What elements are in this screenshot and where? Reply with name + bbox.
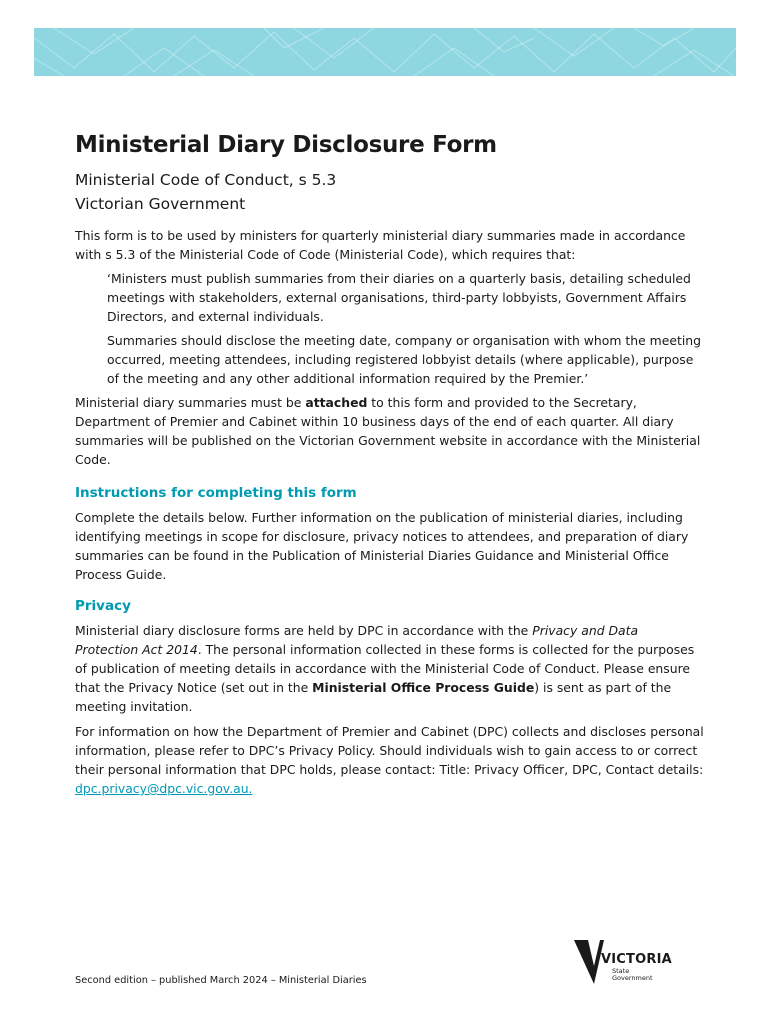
subtitle bbox=[75, 168, 705, 216]
attach-text-post: to this form and provided to the Secretary, Department of Premier and Cabinet within 10 business days of the end of each quarter. All diary summaries will be published on the Victorian Government website in accordance with the Ministerial Code. bbox=[75, 395, 701, 467]
contact-paragraph bbox=[75, 722, 705, 798]
subtitle-government: Victorian Government bbox=[75, 195, 246, 213]
privacy-act-name: Privacy and Data Protection Act 2014 bbox=[75, 623, 639, 657]
header-banner bbox=[34, 28, 736, 76]
footer-text: Second edition – published March 2024 – Ministerial Diaries bbox=[75, 975, 367, 986]
main-content bbox=[75, 128, 705, 798]
banner-pattern bbox=[34, 28, 736, 76]
code-quote bbox=[107, 269, 705, 388]
quote-paragraph-2: Summaries should disclose the meeting date, company or organisation with whom the meeting occurred, meeting attendees, including registered lobbyist details (where applicable), purpose of the meeting and any other additional information required by the Premier.’ bbox=[107, 333, 701, 386]
process-guide-name: Ministerial Office Process Guide bbox=[312, 680, 535, 695]
logo-state: State bbox=[612, 967, 630, 975]
intro-paragraph: This form is to be used by ministers for quarterly ministerial diary summaries made in accordance with s 5.3 of the Ministerial Code of Code (Ministerial Code), which requires that: bbox=[75, 228, 686, 262]
privacy-text-mid: . The personal information collected in these forms is collected for the purposes of publication of meeting details in accordance with the Ministerial Code of Conduct. Please ensure that the Privacy Notice (set out in the bbox=[75, 642, 695, 695]
instructions-paragraph: Complete the details below. Further information on the publication of ministerial diaries, including identifying meetings in scope for disclosure, privacy notices to attendees, and preparation of diary summaries can be found in the Publication of Ministerial Diaries Guidance and Ministerial Office Process Guide. bbox=[75, 510, 689, 582]
privacy-text-post: ) is sent as part of the meeting invitation. bbox=[75, 680, 672, 714]
attach-text-bold: attached bbox=[305, 395, 368, 410]
privacy-email-link[interactable]: dpc.privacy@dpc.vic.gov.au. bbox=[75, 781, 253, 796]
page-title: Ministerial Diary Disclosure Form bbox=[75, 132, 497, 158]
privacy-text-pre: Ministerial diary disclosure forms are held by DPC in accordance with the bbox=[75, 623, 533, 638]
logo-wordmark: VICTORIA bbox=[601, 952, 672, 967]
logo-government: Government bbox=[612, 974, 653, 982]
contact-text: For information on how the Department of Premier and Cabinet (DPC) collects and discloses personal information, please refer to DPC’s Privacy Policy. Should individuals wish to gain access to or correct their personal information that DPC holds, please contact: Title: Privacy Officer, DPC, Contact details: bbox=[75, 724, 704, 777]
privacy-paragraph bbox=[75, 621, 705, 716]
instructions-heading: Instructions for completing this form bbox=[75, 485, 357, 501]
quote-paragraph-1: ‘Ministers must publish summaries from their diaries on a quarterly basis, detailing scheduled meetings with stakeholders, external organisations, third-party lobbyists, Government Affairs Directors, and external individuals. bbox=[107, 271, 691, 324]
victoria-logo bbox=[574, 940, 674, 986]
logo-subtext bbox=[612, 968, 653, 982]
privacy-heading: Privacy bbox=[75, 598, 131, 614]
attachment-paragraph bbox=[75, 393, 705, 469]
attach-text-pre: Ministerial diary summaries must be bbox=[75, 395, 306, 410]
subtitle-code: Ministerial Code of Conduct, s 5.3 bbox=[75, 171, 337, 189]
